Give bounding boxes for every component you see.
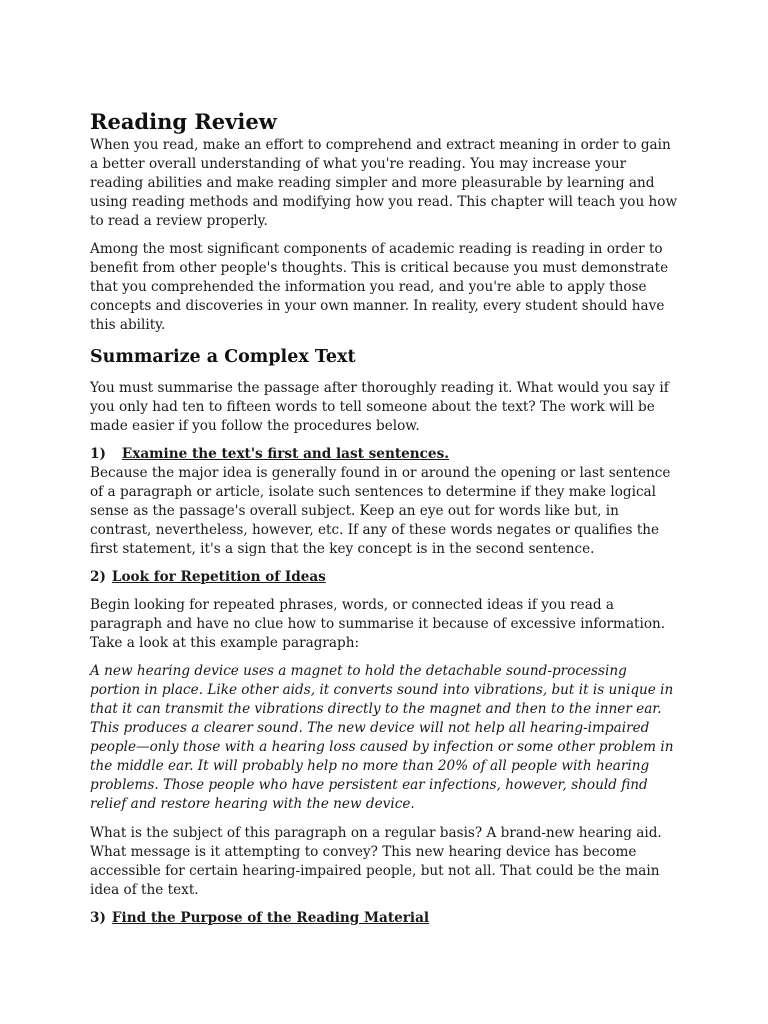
step-1-heading xyxy=(90,445,680,464)
step-3-heading xyxy=(90,909,680,928)
page-title: Reading Review xyxy=(90,109,277,134)
step-2-heading xyxy=(90,568,680,587)
section-heading: Summarize a Complex Text xyxy=(90,347,356,367)
step-3-title: Find the Purpose of the Reading Material xyxy=(111,910,430,926)
section-intro: You must summarise the passage after thoroughly reading it. What would you say if you only had ten to fifteen words to tell someone about the text? The work will be made easier if you follow the procedures below. xyxy=(90,380,669,434)
example-paragraph: A new hearing device uses a magnet to hold the detachable sound-processing portion in place. Like other aids, it converts sound into vibrations, but it is unique in that it can transmit the vibrations directly to the magnet and then to the inner ear. This produces a clearer sound. The new device will not help all hearing-impaired people—only those with a hearing loss caused by infection or some other problem in the middle ear. It will probably help no more than 20% of all people with hearing problems. Those people who have persistent ear infections, however, should find relief and restore hearing with the new device. xyxy=(90,663,674,812)
step-3-number: 3) xyxy=(90,910,106,926)
step-2-number: 2) xyxy=(90,569,106,585)
step-2-body: Begin looking for repeated phrases, words, or connected ideas if you read a paragraph and have no clue how to summarise it because of excessive information. Take a look at this example paragraph: xyxy=(90,597,666,651)
step-1-number: 1) xyxy=(90,446,106,462)
intro-paragraph-2: Among the most significant components of academic reading is reading in order to benefit from other people's thoughts. This is critical because you must demonstrate that you comprehended the information you read, and you're able to apply those concepts and discoveries in your own manner. In reality, every student should have this ability. xyxy=(90,241,669,333)
step-1-title: Examine the text's first and last sentences. xyxy=(121,446,449,462)
document-page xyxy=(90,108,680,928)
step-2-title: Look for Repetition of Ideas xyxy=(111,569,326,585)
step-1-body: Because the major idea is generally found in or around the opening or last sentence of a paragraph or article, isolate such sentences to determine if they make logical sense as the passage's overall subject. Keep an eye out for words like but, in contrast, nevertheless, however, etc. If any of these words negates or qualifies the first statement, it's a sign that the key concept is in the second sentence. xyxy=(90,465,671,557)
intro-paragraph-1: When you read, make an effort to comprehend and extract meaning in order to gain a better overall understanding of what you're reading. You may increase your reading abilities and make reading simpler and more pleasurable by learning and using reading methods and modifying how you read. This chapter will teach you how to read a review properly. xyxy=(90,137,678,229)
step-2-followup: What is the subject of this paragraph on a regular basis? A brand-new hearing aid. What message is it attempting to convey? This new hearing device has become accessible for certain hearing-impaired people, but not all. That could be the main idea of the text. xyxy=(90,825,662,898)
